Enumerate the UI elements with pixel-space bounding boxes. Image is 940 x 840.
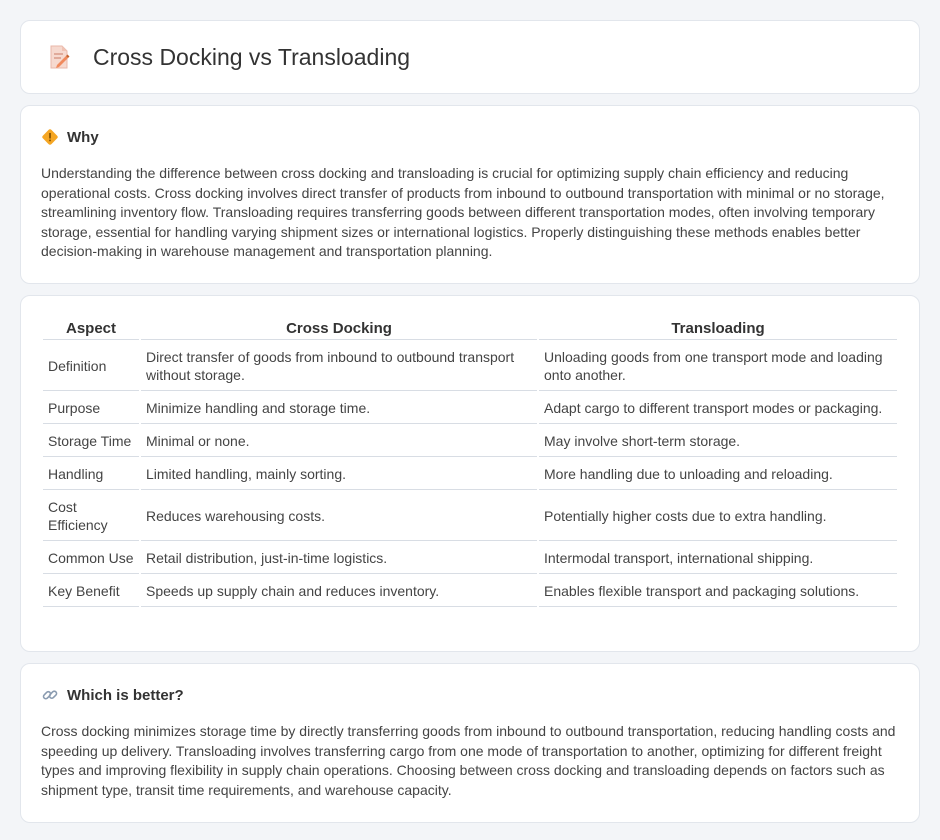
better-title: Which is better? — [67, 686, 184, 704]
row-aspect: Handling — [43, 459, 139, 490]
row-cross-docking: Retail distribution, just-in-time logistics. — [141, 543, 537, 574]
row-aspect: Storage Time — [43, 426, 139, 457]
row-transloading: Intermodal transport, international shipping. — [539, 543, 897, 574]
row-transloading: Adapt cargo to different transport modes or packaging. — [539, 393, 897, 424]
table-header-row — [43, 318, 897, 340]
row-aspect: Definition — [43, 342, 139, 391]
warning-diamond-icon — [41, 128, 59, 146]
comparison-table — [41, 316, 899, 609]
row-aspect: Key Benefit — [43, 576, 139, 607]
row-aspect: Common Use — [43, 543, 139, 574]
header-transloading: Transloading — [539, 318, 897, 340]
why-title: Why — [67, 128, 99, 146]
row-cross-docking: Minimize handling and storage time. — [141, 393, 537, 424]
row-aspect: Purpose — [43, 393, 139, 424]
which-is-better-section — [20, 663, 920, 823]
table-row — [43, 342, 897, 391]
header-cross-docking: Cross Docking — [141, 318, 537, 340]
row-cross-docking: Direct transfer of goods from inbound to outbound transport without storage. — [141, 342, 537, 391]
row-transloading: Unloading goods from one transport mode and loading onto another. — [539, 342, 897, 391]
comparison-section — [20, 295, 920, 652]
row-transloading: More handling due to unloading and reloading. — [539, 459, 897, 490]
why-section — [20, 105, 920, 284]
link-icon — [41, 686, 59, 704]
document-icon — [45, 43, 73, 71]
row-cross-docking: Minimal or none. — [141, 426, 537, 457]
page-title: Cross Docking vs Transloading — [93, 43, 411, 70]
table-row — [43, 543, 897, 574]
table-row — [43, 459, 897, 490]
row-aspect: Cost Efficiency — [43, 492, 139, 541]
row-transloading: Potentially higher costs due to extra handling. — [539, 492, 897, 541]
row-transloading: Enables flexible transport and packaging solutions. — [539, 576, 897, 607]
header-card — [20, 20, 920, 94]
header-aspect: Aspect — [43, 318, 139, 340]
table-row — [43, 576, 897, 607]
why-text: Understanding the difference between cross docking and transloading is crucial for optimizing supply chain efficiency and reducing operational costs. Cross docking involves direct transfer of products from inbound to outbound transportation with minimal or no storage, streamlining inventory flow. Transloading requires transferring goods between different transportation modes, often involving temporary storage, essential for handling varying shipment sizes or international logistics. Properly distinguishing these methods enables better decision-making in warehouse management and transportation planning. — [41, 165, 885, 260]
row-transloading: May involve short-term storage. — [539, 426, 897, 457]
row-cross-docking: Limited handling, mainly sorting. — [141, 459, 537, 490]
table-row — [43, 492, 897, 541]
row-cross-docking: Speeds up supply chain and reduces inventory. — [141, 576, 537, 607]
table-row — [43, 393, 897, 424]
table-row — [43, 426, 897, 457]
row-cross-docking: Reduces warehousing costs. — [141, 492, 537, 541]
better-text: Cross docking minimizes storage time by directly transferring goods from inbound to outbound transportation, reducing handling costs and speeding up delivery. Transloading involves transferring cargo from one mode of transportation to another, optimizing for different freight types and improving flexibility in supply chain operations. Choosing between cross docking and transloading depends on factors such as shipment type, transit time requirements, and warehouse capacity. — [41, 723, 896, 798]
